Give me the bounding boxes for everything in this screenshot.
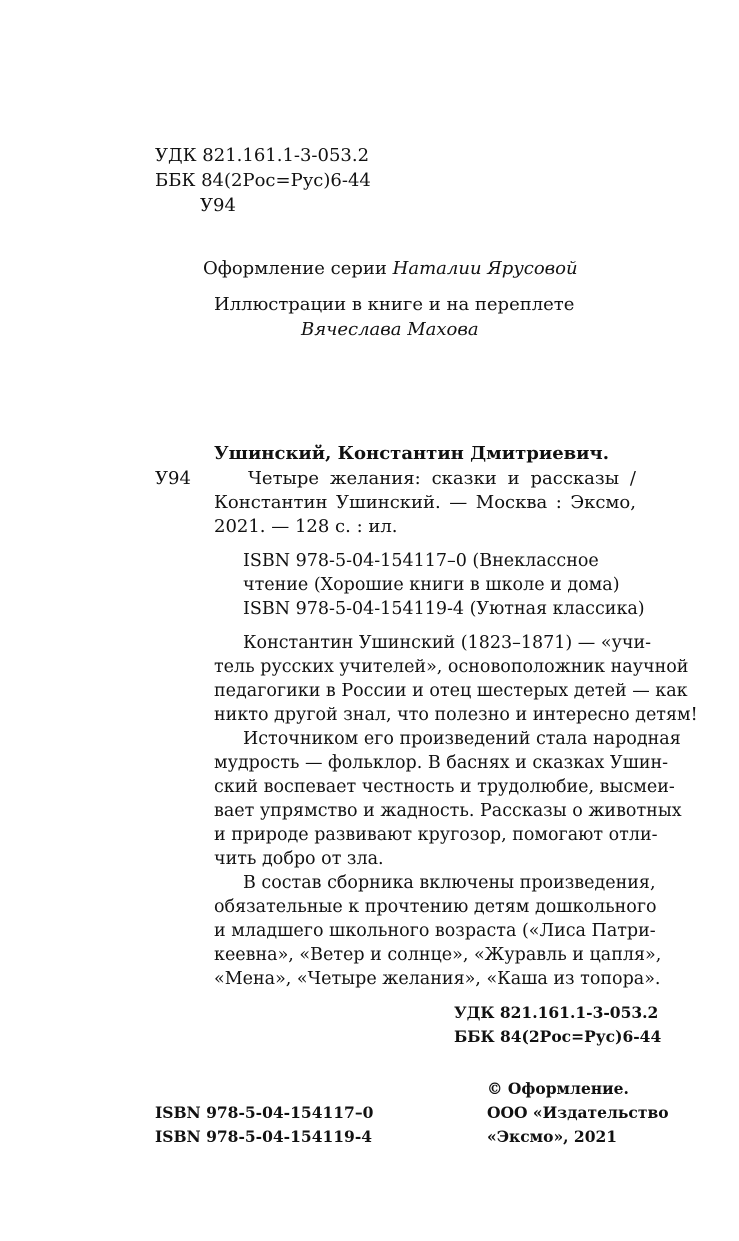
series-design-credit [203,257,578,281]
title-line-1: Четыре желания: сказки и рассказы / [248,468,636,489]
title-line-3: 2021. — 128 с. : ил. [214,516,398,537]
annotation-line: «Мена», «Четыре желания», «Каша из топора». [214,969,661,989]
annotation-line: чить добро от зла. [214,849,384,869]
isbn-line-3: ISBN 978-5-04-154119-4 (Уютная классика) [243,599,645,619]
udk-top: УДК 821.161.1-3-053.2 [155,145,370,166]
author-heading: Ушинский, Константин Дмитриевич. [214,443,609,464]
annotation-line: мудрость — фольклор. В баснях и сказках Ушин- [214,753,669,773]
annotation-line: Константин Ушинский (1823–1871) — «учи- [243,633,652,653]
bbk-top: ББК 84(2Рос=Рус)6-44 [155,170,371,191]
annotation-line: кеевна», «Ветер и солнце», «Журавль и цапля», [214,945,662,965]
annotation-line: и природе развивают кругозор, помогают отли- [214,825,658,845]
annotation-line: вает упрямство и жадность. Рассказы о животных [214,801,682,821]
isbn-footer-1: ISBN 978-5-04-154117–0 [155,1103,374,1122]
illustrations-credit: Иллюстрации в книге и на переплете [214,294,575,315]
copyright-line-2: ООО «Издательство [487,1103,669,1122]
illustrator-name: Вячеслава Махова [301,319,479,340]
isbn-footer-2: ISBN 978-5-04-154119-4 [155,1127,373,1146]
author-mark-top: У94 [200,195,236,216]
annotation-line: никто другой знал, что полезно и интересно детям! [214,705,698,725]
title-line-2: Константин Ушинский. — Москва : Эксмо, [214,492,636,513]
annotation-line: В состав сборника включены произведения, [243,873,656,893]
copyright-line-3: «Эксмо», 2021 [487,1127,618,1146]
copyright-line-1: © Оформление. [487,1079,629,1098]
annotation-line: педагогики в России и отец шестерых детей — как [214,681,688,701]
annotation-line: Источником его произведений стала народная [243,729,681,749]
udk-record: УДК 821.161.1-3-053.2 [454,1003,659,1022]
author-mark: У94 [155,468,191,489]
isbn-line-2: чтение (Хорошие книги в школе и дома) [243,575,620,595]
annotation-line: и младшего школьного возраста («Лиса Патри- [214,921,656,941]
designer-name: Наталии Ярусовой [392,258,578,279]
bbk-record: ББК 84(2Рос=Рус)6-44 [454,1027,662,1046]
annotation-line: тель русских учителей», основоположник научной [214,657,689,677]
isbn-line-1: ISBN 978-5-04-154117–0 (Внеклассное [243,551,599,571]
annotation-line: ский воспевает честность и трудолюбие, высмеи- [214,777,675,797]
annotation-line: обязательные к прочтению детям дошкольного [214,897,657,917]
design-prefix: Оформление серии [203,258,387,279]
